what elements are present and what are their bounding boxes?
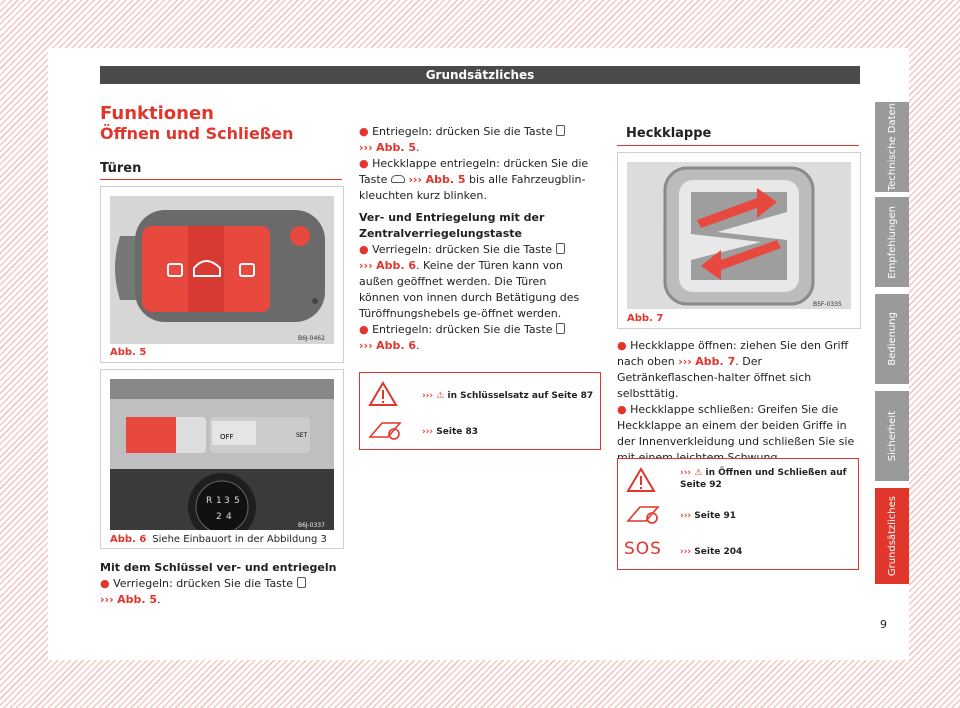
col3-text	[617, 338, 861, 466]
figure-6	[100, 369, 344, 549]
page-number: 9	[880, 618, 887, 631]
unlock-icon	[556, 125, 565, 136]
gear-2: 2	[216, 512, 222, 522]
set-label: SET	[296, 432, 308, 439]
key-fob-image	[110, 196, 334, 344]
gear-1: 1	[216, 496, 222, 506]
col1-text	[100, 560, 344, 608]
book-icon	[366, 419, 404, 441]
warning-icon	[626, 467, 656, 493]
section-rule	[617, 145, 859, 146]
tailgate-icon	[391, 175, 405, 183]
col2-heading: Ver- und Entriegelung mit der Zentralverriegelungstaste	[359, 211, 545, 240]
col3-bullet2: ● Heckklappe schließen: Greifen Sie die Heckklappe an einem der beiden Griffe in der Innenverkleidung und schließen Sie sie	[617, 403, 855, 448]
tab-sicherheit[interactable]: Sicherheit	[875, 391, 909, 481]
tab-grundsaetzliches[interactable]: Grundsätzliches	[875, 488, 909, 584]
gear-3: 3	[224, 496, 230, 506]
chapter-header: Grundsätzliches	[100, 66, 860, 84]
col2-bullet3: ● Verriegeln: drücken Sie die Taste ››› Abb. 6. Keine der Türen kann von außen geöffnet werden. Die Türen können von innen durch Betätigung des Türöffnungshebels ge-öffnet werden.	[359, 243, 580, 320]
fig5-code: B6J-0462	[298, 335, 325, 342]
note-box-2	[617, 458, 859, 570]
note-row-1[interactable]: ››› ⚠ in Schlüsselsatz auf Seite 87	[422, 391, 594, 401]
section-heckklappe: Heckklappe	[626, 126, 712, 141]
fig6-caption: Abb. 6 Siehe Einbauort in der Abbildung 3	[110, 534, 327, 545]
page-subtitle: Öffnen und Schließen	[100, 124, 294, 143]
dashboard-image	[110, 379, 334, 530]
note-row-3[interactable]: ››› Seite 204	[680, 547, 743, 557]
book-icon	[624, 503, 662, 525]
figure-5	[100, 186, 344, 363]
section-doors: Türen	[100, 161, 142, 176]
col2-text	[359, 124, 589, 354]
sos-icon: SOS	[624, 539, 662, 559]
col1-bullet1: ● Verriegeln: drücken Sie die Taste ››› Abb. 5.	[100, 576, 344, 608]
abb6-link[interactable]: Abb. 6	[376, 339, 417, 352]
tab-bedienung[interactable]: Bedienung	[875, 294, 909, 384]
tab-empfehlungen[interactable]: Empfehlungen	[875, 197, 909, 287]
figure-7	[617, 152, 861, 329]
fig5-caption: Abb. 5	[110, 347, 147, 358]
gear-r: R	[206, 496, 213, 506]
abb7-link[interactable]: Abb. 7	[695, 355, 736, 368]
page-title: Funktionen	[100, 103, 214, 124]
note-row-2[interactable]: ››› Seite 83	[422, 427, 479, 437]
fig7-caption: Abb. 7	[627, 313, 664, 324]
note-row-2[interactable]: ››› Seite 91	[680, 511, 737, 521]
tab-technische-daten[interactable]: Technische Daten	[875, 102, 909, 192]
gear-4: 4	[226, 512, 232, 522]
section-rule	[100, 179, 342, 180]
note-box-1	[359, 372, 601, 450]
unlock-icon	[556, 323, 565, 334]
fig6-code: B6J-0337	[298, 522, 325, 529]
lock-icon	[297, 577, 306, 588]
note-row-1[interactable]: ››› ⚠ in Öffnen und Schließen auf Seite 92	[680, 468, 847, 490]
col3-bullet1: ● Heckklappe öffnen: ziehen Sie den Griff nach oben ››› Abb. 7. Der Getränkeflaschen-halter öffnet sich selbsttätig.	[617, 339, 849, 400]
col2-bullet4: ● Entriegeln: drücken Sie die Taste ››› Abb. 6.	[359, 322, 589, 354]
fig7-code: B5F-0335	[813, 301, 842, 308]
abb5-link[interactable]: Abb. 5	[117, 593, 158, 606]
seat-logo-image	[627, 162, 851, 309]
abb5-link[interactable]: Abb. 5	[425, 173, 466, 186]
off-label: OFF	[220, 433, 234, 441]
col2-bullet2: ● Heckklappe entriegeln: drücken Sie die Taste ››› Abb. 5 bis alle Fahrzeugblin-kleuchten kurz blinken.	[359, 157, 589, 202]
col1-heading: Mit dem Schlüssel ver- und entriegeln	[100, 561, 337, 574]
gear-5: 5	[234, 496, 240, 506]
col2-bullet1: ● Entriegeln: drücken Sie die Taste ››› Abb. 5.	[359, 124, 589, 156]
abb6-link[interactable]: Abb. 6	[376, 259, 417, 272]
lock-icon	[556, 243, 565, 254]
abb5-link[interactable]: Abb. 5	[376, 141, 417, 154]
warning-icon	[368, 381, 398, 407]
